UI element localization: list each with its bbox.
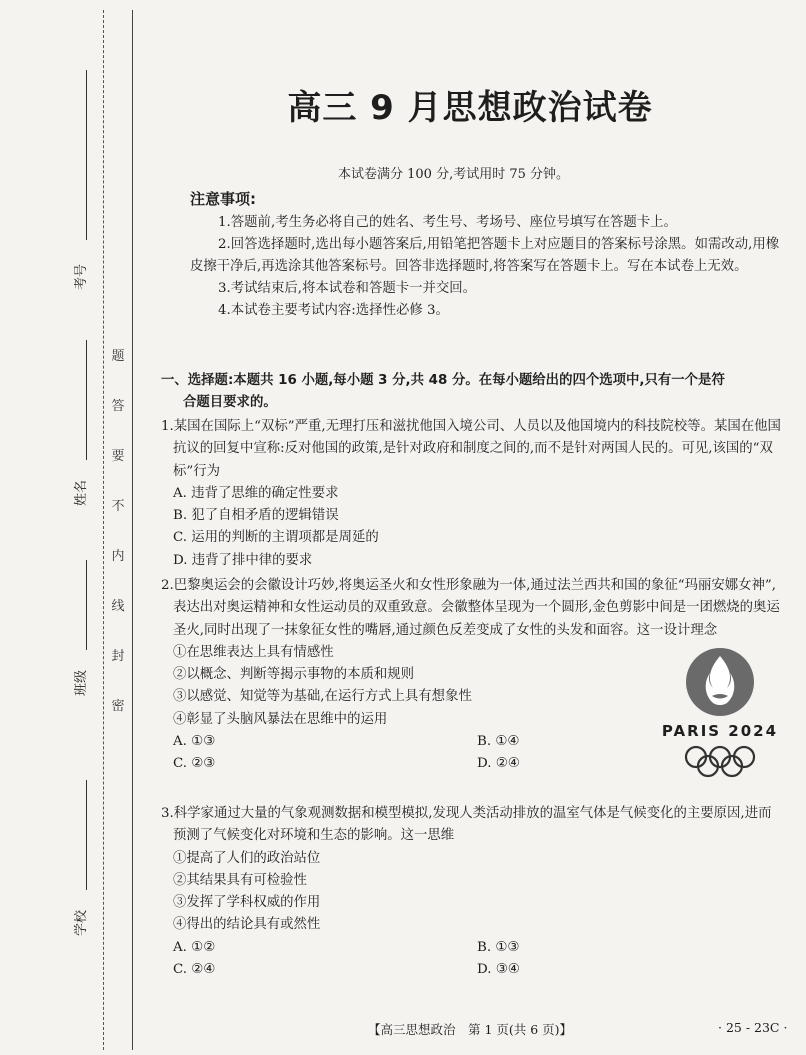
statement: ②以概念、判断等揭示事物的本质和规则	[173, 667, 415, 683]
seal-char: 要	[111, 449, 125, 464]
option: C. ②③	[173, 756, 216, 772]
field-underline	[86, 340, 87, 460]
statement: ②其结果具有可检验性	[173, 872, 307, 888]
page-footer: 【高三思想政治 第 1 页(共 6 页)】	[368, 1022, 573, 1037]
section-line: 一、选择题:本题共 16 小题,每小题 3 分,共 48 分。在每小题给出的四个选项中,只有一个是符	[161, 373, 725, 388]
option: D. ②④	[477, 756, 520, 772]
exam-title: 高三 9 月思想政治试卷	[287, 88, 653, 128]
field-name	[58, 340, 102, 520]
option: C. 运用的判断的主谓项都是周延的	[173, 530, 379, 546]
field-label: 姓名	[74, 479, 89, 506]
statement: ③发挥了学科权威的作用	[173, 895, 321, 911]
option: D. 违背了排中律的要求	[173, 552, 313, 568]
field-label: 学校	[74, 909, 89, 936]
option: C. ②④	[173, 962, 216, 978]
option: B. ①④	[477, 734, 520, 750]
section-heading	[161, 370, 781, 414]
binding-solid-line	[132, 10, 133, 1050]
seal-char: 密	[111, 699, 125, 714]
seal-char: 内	[111, 549, 125, 564]
seal-warning	[108, 345, 128, 725]
flame-emblem-icon	[660, 646, 780, 722]
statement: ③以感觉、知觉等为基础,在运行方式上具有想象性	[173, 689, 472, 705]
seal-char: 不	[111, 499, 125, 514]
seal-char: 题	[111, 349, 125, 364]
field-school	[58, 780, 102, 945]
option-row	[161, 937, 781, 959]
field-underline	[86, 780, 87, 890]
option: A. ①②	[173, 939, 216, 955]
section-line: 合题目要求的。	[183, 395, 277, 410]
notice-list	[190, 212, 790, 322]
field-label: 考号	[74, 263, 89, 290]
option: D. ③④	[477, 962, 520, 978]
option: B. ①③	[477, 939, 520, 955]
notice-item: 2.回答选择题时,选出每小题答案后,用铅笔把答题卡上对应题目的答案标号涂黑。如需改动,用橡皮擦干净后,再选涂其他答案标号。回答非选择题时,将答案写在答题卡上。写在本试卷上无效。	[190, 237, 780, 274]
option: B. 犯了自相矛盾的逻辑错误	[173, 508, 339, 524]
field-class	[58, 560, 102, 710]
seal-char: 封	[111, 649, 125, 664]
statement: ④彰显了头脑风暴法在思维中的运用	[173, 711, 388, 727]
notice-item: 4.本试卷主要考试内容:选择性必修 3。	[218, 303, 449, 318]
seal-char: 答	[111, 399, 125, 414]
notice-item: 1.答题前,考生务必将自己的姓名、考生号、考场号、座位号填写在答题卡上。	[218, 215, 677, 230]
seal-char: 线	[111, 599, 125, 614]
question-3	[161, 803, 781, 981]
field-underline	[86, 560, 87, 650]
notice-title: 注意事项:	[190, 190, 256, 208]
notice-item: 3.考试结束后,将本试卷和答题卡一并交回。	[218, 281, 477, 296]
exam-info: 本试卷满分 100 分,考试用时 75 分钟。	[338, 167, 570, 182]
option: A. ①③	[173, 734, 216, 750]
question-stem: 3.科学家通过大量的气象观测数据和模型模拟,发现人类活动排放的温室气体是气候变化的主要原因,进而预测了气候变化对环境和生态的影响。这一思维	[161, 806, 772, 844]
paris-2024-logo	[660, 646, 780, 776]
question-stem: 1.某国在国际上“双标”严重,无理打压和滋扰他国入境公司、人员以及他国境内的科技院校等。某国在他国抗议的回复中宣称:反对他国的政策,是针对政府和制度之间的,而不是针对两国人民的。可见,该国的“双标”行为	[161, 419, 781, 479]
binding-dashed-line	[103, 10, 104, 1050]
statement: ①在思维表达上具有情感性	[173, 644, 334, 660]
question-1	[161, 416, 781, 572]
logo-text: PARIS 2024	[661, 722, 779, 740]
option-row	[161, 959, 781, 981]
statement: ①提高了人们的政治站位	[173, 850, 321, 866]
option: A. 违背了思维的确定性要求	[173, 485, 339, 501]
question-stem: 2.巴黎奥运会的会徽设计巧妙,将奥运圣火和女性形象融为一体,通过法兰西共和国的象征“玛丽安娜女神”,表达出对奥运精神和女性运动员的双重致意。会徽整体呈现为一个圆形,金色剪影中间是一团燃烧的奥运圣火,同时出现了一抹象征女性的嘴唇,通过颜色反差变成了女性的头发和面容。这一设计理念	[161, 578, 780, 638]
field-label: 班级	[74, 669, 89, 696]
paper-code: · 25 - 23C ·	[718, 1020, 788, 1035]
statement: ④得出的结论具有或然性	[173, 917, 321, 933]
olympic-rings-icon	[660, 744, 780, 778]
